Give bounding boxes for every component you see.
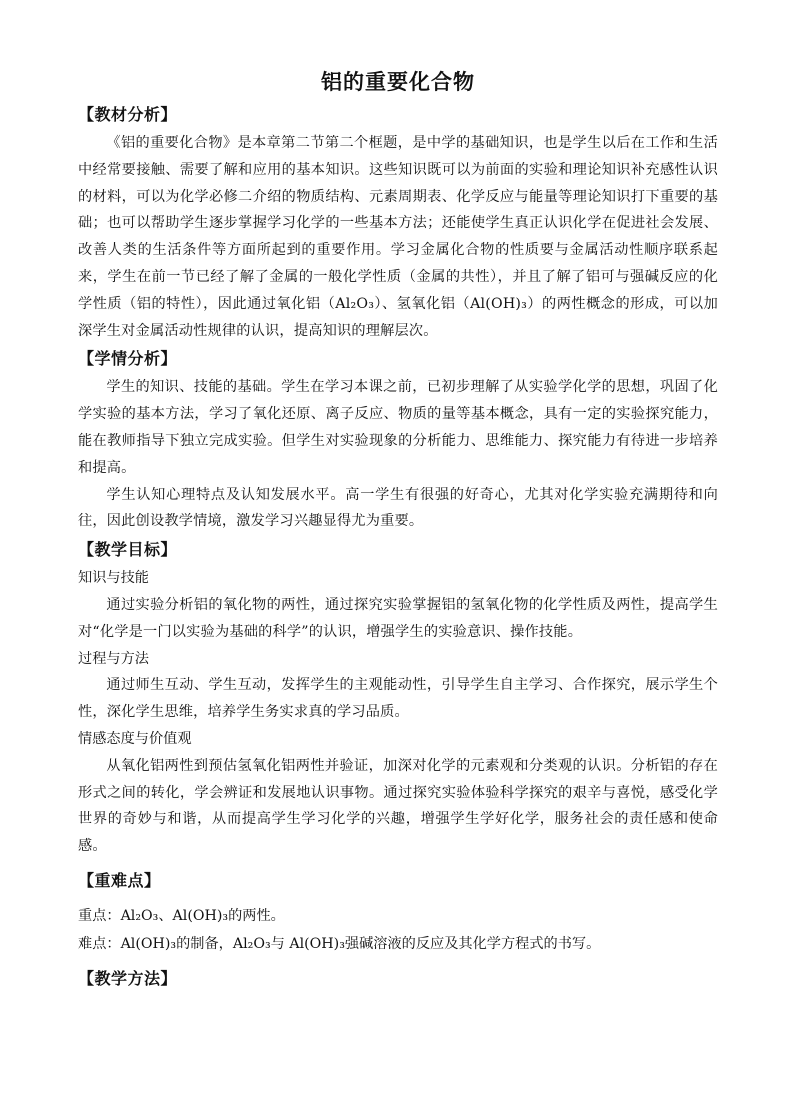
key-point-line: 重点：Al₂O₃、Al(OH)₃的两性。 xyxy=(78,907,285,924)
section-heading: 【重难点】 xyxy=(78,870,161,890)
document-page xyxy=(78,66,718,994)
paragraph: 通过师生互动、学生互动，发挥学生的主观能动性，引导学生自主学习、合作探究，展示学生个性，深化学生思维，培养学生务实求真的学习品质。 xyxy=(78,677,718,721)
section-heading: 【教材分析】 xyxy=(78,105,178,124)
difficult-point-line: 难点：Al(OH)₃的制备，Al₂O₃与 Al(OH)₃强碱溶液的反应及其化学方程式的书写。 xyxy=(78,935,601,952)
section-heading: 【学情分析】 xyxy=(78,349,178,369)
subheading: 情感态度与价值观 xyxy=(78,730,192,747)
paragraph: 《铝的重要化合物》是本章第二节第二个框题，是中学的基础知识，也是学生以后在工作和生活中经常要接触、需要了解和应用的基本知识。这些知识既可以为前面的实验和理论知识补充感性认识的材料，可以为化学必修二介绍的物质结构、元素周期表、化学反应与能量等理论知识打下重要的基础；也可以帮助学生逐步掌握学习化学的一些基本方法；还能使学生真正认识化学在促进社会发展、改善人类的生活条件等方面所起到的重要作用。学习金属化合物的性质要与金属活动性顺序联系起来，学生在前一节已经了解了金属的一般化学性质（金属的共性），并且了解了铝可与强碱反应的化学性质（铝的特性），因此通过氧化铝（Al₂O₃）、氢氧化铝（Al(OH)₃）的两性概念的形成，可以加深学生对金属活动性规律的认识，提高知识的理解层次。 xyxy=(78,135,718,339)
paragraph: 学生认知心理特点及认知发展水平。高一学生有很强的好奇心，尤其对化学实验充满期待和向往，因此创设教学情境，激发学习兴趣显得尤为重要。 xyxy=(78,486,718,530)
section-heading: 【教学方法】 xyxy=(78,968,178,988)
section-teaching-methods xyxy=(78,964,718,994)
section-key-points xyxy=(78,866,718,958)
section-student-analysis xyxy=(78,344,718,535)
paragraph: 通过实验分析铝的氧化物的两性，通过探究实验掌握铝的氢氧化物的化学性质及两性，提高学生对“化学是一门以实验为基础的科学”的认识，增强学生的实验意识、操作技能。 xyxy=(78,596,718,640)
subheading: 过程与方法 xyxy=(78,650,149,667)
paragraph: 从氧化铝两性到预估氢氧化铝两性并验证，加深对化学的元素观和分类观的认识。分析铝的存在形式之间的转化，学会辨证和发展地认识事物。通过探究实验体验科学探究的艰辛与喜悦，感受化学世界的奇妙与和谐，从而提高学生学习化学的兴趣，增强学生学好化学，服务社会的责任感和使命感。 xyxy=(78,757,718,855)
section-textbook-analysis xyxy=(78,100,718,344)
document-title: 铝的重要化合物 xyxy=(321,70,475,94)
paragraph: 学生的知识、技能的基础。学生在学习本课之前，已初步理解了从实验学化学的思想，巩固了化学实验的基本方法，学习了氧化还原、离子反应、物质的量等基本概念，具有一定的实验探究能力，能在教师指导下独立完成实验。但学生对实验现象的分析能力、思维能力、探究能力有待进一步培养和提高。 xyxy=(78,379,718,476)
subheading: 知识与技能 xyxy=(78,570,149,587)
section-heading: 【教学目标】 xyxy=(78,540,178,560)
section-teaching-goals xyxy=(78,535,718,860)
